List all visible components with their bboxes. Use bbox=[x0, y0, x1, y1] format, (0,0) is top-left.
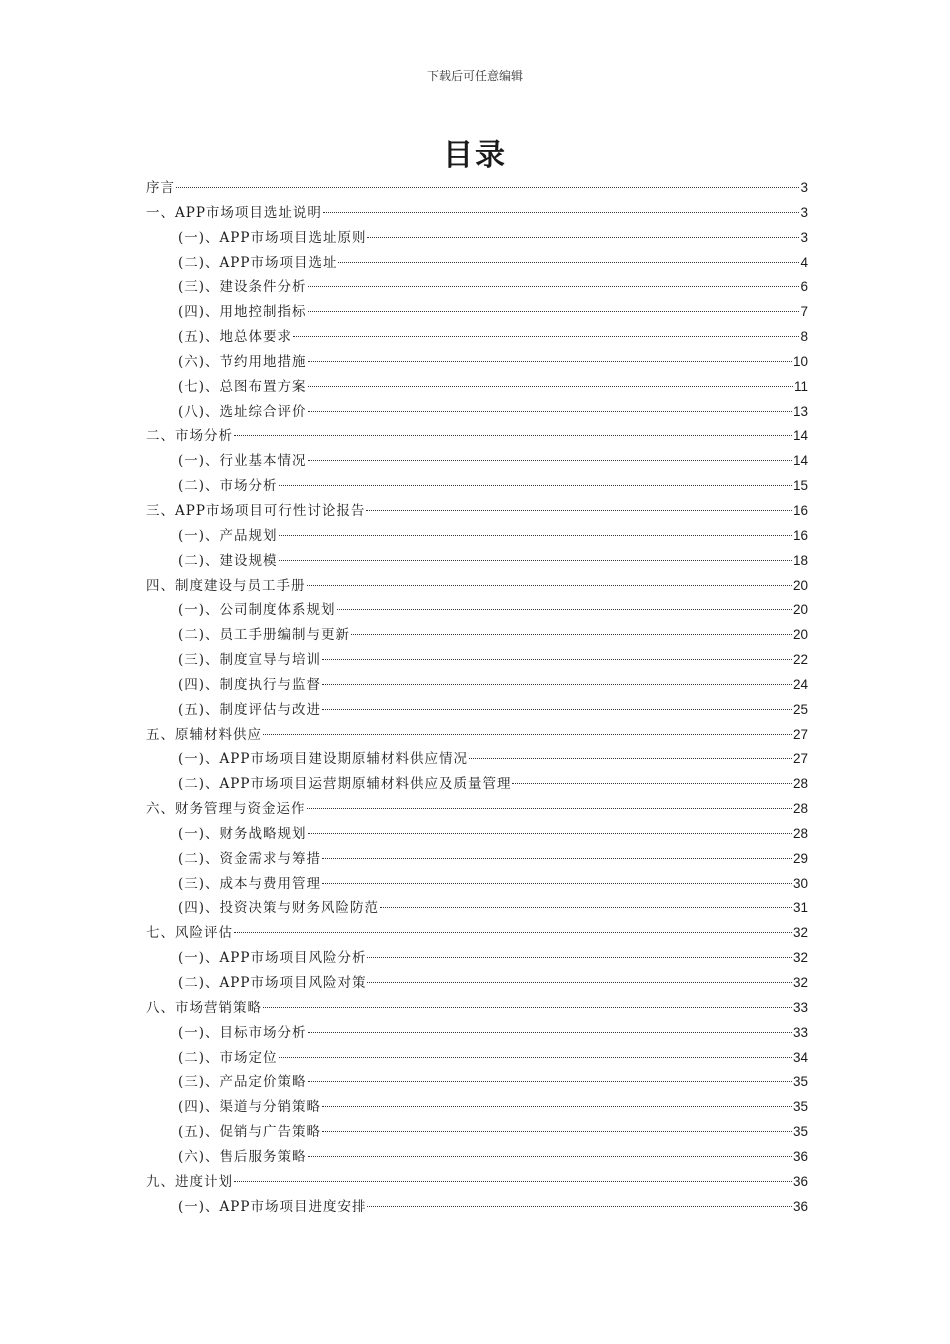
toc-entry-label: (五)、地总体要求 bbox=[178, 329, 293, 346]
dot-leader bbox=[322, 684, 792, 685]
toc-entry[interactable] bbox=[146, 723, 808, 748]
dot-leader bbox=[367, 237, 799, 238]
dot-leader bbox=[323, 212, 800, 213]
toc-entry-label: (二)、资金需求与筹措 bbox=[178, 850, 322, 867]
toc-entry[interactable] bbox=[146, 275, 808, 300]
table-of-contents bbox=[146, 176, 808, 1219]
toc-entry-page: 15 bbox=[792, 478, 808, 494]
toc-entry-label: (四)、投资决策与财务风险防范 bbox=[178, 900, 380, 917]
toc-entry-page: 36 bbox=[792, 1148, 808, 1164]
dot-leader bbox=[279, 535, 792, 536]
toc-entry-page: 32 bbox=[792, 925, 808, 941]
toc-entry[interactable] bbox=[146, 921, 808, 946]
toc-entry-page: 33 bbox=[792, 1024, 808, 1040]
toc-entry-page: 35 bbox=[792, 1074, 808, 1090]
toc-entry[interactable] bbox=[146, 400, 808, 425]
toc-entry-label: (三)、建设条件分析 bbox=[178, 279, 307, 296]
dot-leader bbox=[322, 659, 792, 660]
toc-entry-label: (一)、APP市场项目风险分析 bbox=[178, 950, 367, 967]
toc-entry[interactable] bbox=[146, 325, 808, 350]
dot-leader bbox=[322, 883, 792, 884]
toc-entry-page: 20 bbox=[792, 577, 808, 593]
toc-entry-page: 32 bbox=[792, 950, 808, 966]
toc-entry-label: (四)、制度执行与监督 bbox=[178, 676, 322, 693]
toc-entry-label: 八、市场营销策略 bbox=[146, 999, 262, 1016]
toc-entry-label: (二)、市场定位 bbox=[178, 1049, 278, 1066]
dot-leader bbox=[293, 336, 799, 337]
dot-leader bbox=[322, 858, 792, 859]
toc-entry-label: (一)、行业基本情况 bbox=[178, 453, 307, 470]
toc-entry[interactable] bbox=[146, 226, 808, 251]
toc-entry[interactable] bbox=[146, 1021, 808, 1046]
page-title: 目录 bbox=[443, 138, 507, 173]
toc-entry-label: (二)、建设规模 bbox=[178, 552, 278, 569]
toc-entry-page: 35 bbox=[792, 1099, 808, 1115]
toc-entry[interactable] bbox=[146, 822, 808, 847]
toc-entry-page: 18 bbox=[792, 552, 808, 568]
toc-entry[interactable] bbox=[146, 847, 808, 872]
toc-entry[interactable] bbox=[146, 1046, 808, 1071]
toc-entry[interactable] bbox=[146, 673, 808, 698]
dot-leader bbox=[322, 1131, 792, 1132]
dot-leader bbox=[338, 262, 799, 263]
toc-entry-page: 27 bbox=[792, 726, 808, 742]
toc-entry-label: (二)、员工手册编制与更新 bbox=[178, 627, 351, 644]
toc-entry[interactable] bbox=[146, 201, 808, 226]
toc-entry[interactable] bbox=[146, 251, 808, 276]
dot-leader bbox=[322, 1106, 792, 1107]
toc-entry[interactable] bbox=[146, 1145, 808, 1170]
dot-leader bbox=[367, 957, 792, 958]
dot-leader bbox=[234, 932, 792, 933]
toc-entry[interactable] bbox=[146, 872, 808, 897]
toc-entry[interactable] bbox=[146, 996, 808, 1021]
toc-entry[interactable] bbox=[146, 623, 808, 648]
dot-leader bbox=[337, 609, 792, 610]
toc-entry-page: 33 bbox=[792, 999, 808, 1015]
toc-entry-page: 30 bbox=[792, 875, 808, 891]
toc-entry-label: 一、APP市场项目选址说明 bbox=[146, 204, 322, 221]
dot-leader bbox=[279, 1057, 792, 1058]
toc-entry[interactable] bbox=[146, 375, 808, 400]
dot-leader bbox=[308, 1156, 792, 1157]
toc-entry-label: (二)、APP市场项目风险对策 bbox=[178, 975, 367, 991]
toc-entry[interactable] bbox=[146, 1195, 808, 1220]
toc-entry[interactable] bbox=[146, 896, 808, 921]
toc-entry-label: (五)、制度评估与改进 bbox=[178, 701, 322, 718]
dot-leader bbox=[307, 808, 792, 809]
dot-leader bbox=[367, 982, 792, 983]
dot-leader bbox=[234, 435, 792, 436]
toc-entry-label: (三)、产品定价策略 bbox=[178, 1074, 307, 1091]
toc-entry-page: 36 bbox=[792, 1173, 808, 1189]
toc-entry-page: 14 bbox=[792, 428, 808, 444]
toc-entry-page: 4 bbox=[800, 254, 808, 270]
toc-entry-label: (三)、成本与费用管理 bbox=[178, 875, 322, 892]
dot-leader bbox=[512, 783, 792, 784]
toc-entry-page: 28 bbox=[792, 776, 808, 792]
toc-entry[interactable] bbox=[146, 698, 808, 723]
toc-entry-label: 九、进度计划 bbox=[146, 1173, 233, 1190]
dot-leader bbox=[308, 833, 792, 834]
toc-entry-label: 三、APP市场项目可行性讨论报告 bbox=[146, 502, 366, 519]
toc-entry-label: (一)、APP市场项目建设期原辅材料供应情况 bbox=[178, 751, 468, 768]
toc-entry-page: 3 bbox=[800, 180, 808, 195]
toc-entry[interactable] bbox=[146, 524, 808, 549]
toc-entry[interactable] bbox=[146, 946, 808, 971]
toc-entry-page: 6 bbox=[800, 279, 808, 295]
toc-entry-label: (一)、APP市场项目进度安排 bbox=[178, 1198, 367, 1215]
toc-entry-page: 13 bbox=[792, 403, 808, 419]
header-note: 下载后可任意编辑 bbox=[426, 69, 523, 83]
toc-entry-label: (四)、渠道与分销策略 bbox=[178, 1099, 322, 1116]
toc-entry-label: (三)、制度宣导与培训 bbox=[178, 652, 322, 669]
dot-leader bbox=[234, 1181, 792, 1182]
toc-entry-page: 3 bbox=[800, 204, 808, 220]
dot-leader bbox=[367, 1206, 792, 1207]
dot-leader bbox=[263, 1007, 792, 1008]
dot-leader bbox=[308, 1081, 792, 1082]
toc-entry-page: 20 bbox=[792, 602, 808, 618]
dot-leader bbox=[469, 758, 792, 759]
toc-entry-label: 序言 bbox=[146, 180, 175, 196]
toc-entry[interactable] bbox=[146, 1170, 808, 1195]
toc-entry-label: (一)、APP市场项目选址原则 bbox=[178, 229, 367, 246]
toc-entry-page: 10 bbox=[792, 353, 808, 369]
dot-leader bbox=[308, 460, 792, 461]
toc-entry-page: 11 bbox=[793, 378, 808, 394]
dot-leader bbox=[322, 709, 792, 710]
toc-entry-page: 28 bbox=[792, 825, 808, 841]
toc-entry-label: 二、市场分析 bbox=[146, 428, 233, 445]
toc-entry-label: (八)、选址综合评价 bbox=[178, 403, 307, 420]
toc-entry-page: 25 bbox=[792, 701, 808, 717]
dot-leader bbox=[176, 187, 799, 188]
toc-entry[interactable] bbox=[146, 350, 808, 375]
toc-entry-label: (一)、财务战略规划 bbox=[178, 825, 307, 842]
toc-entry[interactable] bbox=[146, 747, 808, 772]
toc-entry[interactable] bbox=[146, 300, 808, 325]
toc-entry[interactable] bbox=[146, 1095, 808, 1120]
toc-entry[interactable] bbox=[146, 797, 808, 822]
toc-entry-label: (四)、用地控制指标 bbox=[178, 304, 307, 321]
toc-entry-page: 22 bbox=[792, 652, 808, 668]
toc-entry-label: (一)、公司制度体系规划 bbox=[178, 602, 336, 619]
dot-leader bbox=[351, 634, 792, 635]
toc-entry-label: (一)、产品规划 bbox=[178, 527, 278, 544]
dot-leader bbox=[308, 361, 792, 362]
dot-leader bbox=[366, 510, 792, 511]
toc-entry-page: 24 bbox=[792, 676, 808, 692]
toc-entry-page: 14 bbox=[792, 453, 808, 469]
dot-leader bbox=[308, 386, 793, 387]
toc-entry[interactable] bbox=[146, 176, 808, 201]
toc-entry-page: 7 bbox=[800, 304, 808, 320]
toc-entry-label: (五)、促销与广告策略 bbox=[178, 1124, 322, 1141]
toc-entry-page: 28 bbox=[792, 801, 808, 817]
toc-entry-page: 36 bbox=[792, 1198, 808, 1214]
dot-leader bbox=[307, 585, 792, 586]
toc-entry-label: (二)、APP市场项目运营期原辅材料供应及质量管理 bbox=[178, 776, 512, 793]
toc-entry-page: 20 bbox=[792, 627, 808, 643]
dot-leader bbox=[263, 734, 792, 735]
toc-entry[interactable] bbox=[146, 598, 808, 623]
toc-entry-label: 七、风险评估 bbox=[146, 925, 233, 942]
toc-entry-page: 31 bbox=[792, 900, 808, 916]
toc-entry-label: (七)、总图布置方案 bbox=[178, 378, 307, 395]
toc-entry[interactable] bbox=[146, 499, 808, 524]
dot-leader bbox=[308, 286, 800, 287]
dot-leader bbox=[308, 1032, 792, 1033]
dot-leader bbox=[308, 311, 800, 312]
toc-entry-label: 五、原辅材料供应 bbox=[146, 726, 262, 743]
toc-entry-page: 34 bbox=[792, 1049, 808, 1065]
toc-entry-label: 六、财务管理与资金运作 bbox=[146, 801, 306, 818]
toc-entry-page: 32 bbox=[792, 975, 808, 990]
toc-entry[interactable] bbox=[146, 549, 808, 574]
dot-leader bbox=[279, 485, 792, 486]
toc-entry-label: (二)、APP市场项目选址 bbox=[178, 254, 338, 271]
toc-entry[interactable] bbox=[146, 424, 808, 449]
toc-entry-label: (六)、售后服务策略 bbox=[178, 1148, 307, 1165]
dot-leader bbox=[279, 560, 792, 561]
toc-entry-label: (二)、市场分析 bbox=[178, 478, 278, 495]
toc-entry-label: (一)、目标市场分析 bbox=[178, 1024, 307, 1041]
toc-entry[interactable] bbox=[146, 1120, 808, 1145]
toc-entry-page: 16 bbox=[792, 502, 808, 518]
dot-leader bbox=[308, 411, 792, 412]
toc-entry-page: 3 bbox=[800, 229, 808, 245]
dot-leader bbox=[380, 907, 792, 908]
toc-entry[interactable] bbox=[146, 1070, 808, 1095]
toc-entry[interactable] bbox=[146, 474, 808, 499]
toc-entry-page: 27 bbox=[792, 751, 808, 767]
toc-entry-label: 四、制度建设与员工手册 bbox=[146, 577, 306, 594]
toc-entry[interactable] bbox=[146, 449, 808, 474]
toc-entry-label: (六)、节约用地措施 bbox=[178, 353, 307, 370]
toc-entry-page: 8 bbox=[800, 329, 808, 345]
toc-entry[interactable] bbox=[146, 971, 808, 996]
toc-entry[interactable] bbox=[146, 574, 808, 599]
toc-entry-page: 16 bbox=[792, 527, 808, 543]
toc-entry[interactable] bbox=[146, 648, 808, 673]
toc-entry-page: 35 bbox=[792, 1124, 808, 1140]
toc-entry-page: 29 bbox=[792, 850, 808, 866]
toc-entry[interactable] bbox=[146, 772, 808, 797]
